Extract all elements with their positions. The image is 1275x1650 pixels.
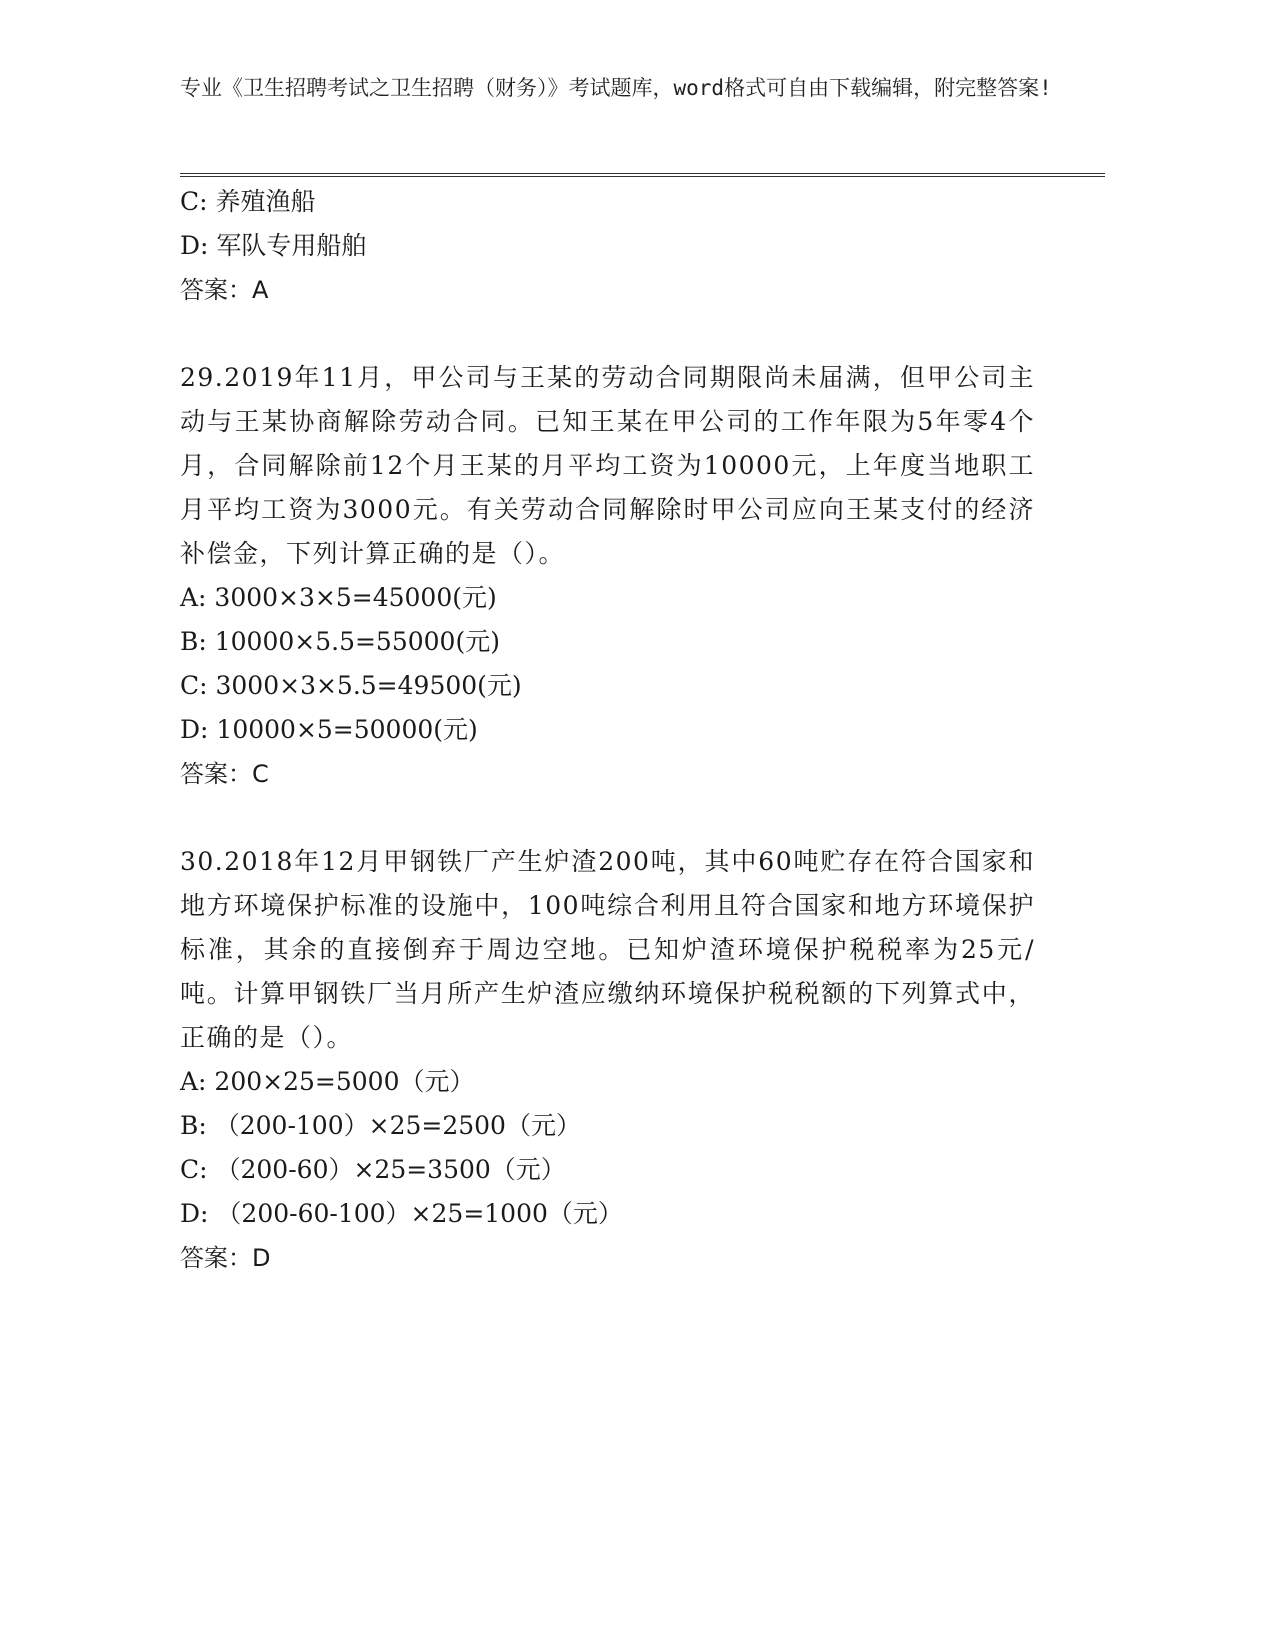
header-divider bbox=[180, 173, 1105, 177]
option-b: B: （200-100）×25=2500（元） bbox=[180, 1111, 581, 1140]
option-d: D: （200-60-100）×25=1000（元） bbox=[180, 1199, 623, 1228]
page-header: 专业《卫生招聘考试之卫生招聘（财务）》考试题库，word格式可自由下载编辑，附完整答案! bbox=[180, 76, 1052, 100]
question-stem: 29.2019年11月，甲公司与王某的劳动合同期限尚未届满，但甲公司主动与王某协商解除劳动合同。已知王某在甲公司的工作年限为5年零4个月，合同解除前12个月王某的月平均工资为10000元，上年度当地职工月平均工资为3000元。有关劳动合同解除时甲公司应向王某支付的经济补偿金，下列计算正确的是（）。 bbox=[180, 363, 1035, 568]
option-d: D: 10000×5=50000(元) bbox=[180, 715, 478, 744]
answer-line: 答案：A bbox=[180, 276, 269, 304]
option-c: C: （200-60）×25=3500（元） bbox=[180, 1155, 566, 1184]
question-content bbox=[180, 180, 1050, 1280]
question-stem: 30.2018年12月甲钢铁厂产生炉渣200吨，其中60吨贮存在符合国家和地方环境保护标准的设施中，100吨综合利用且符合国家和地方环境保护标准，其余的直接倒弃于周边空地。已知炉渣环境保护税税率为25元/吨。计算甲钢铁厂当月所产生炉渣应缴纳环境保护税税额的下列算式中，正确的是（）。 bbox=[180, 847, 1035, 1052]
option-a: A: 200×25=5000（元） bbox=[180, 1067, 475, 1096]
option-c: C: 3000×3×5.5=49500(元) bbox=[180, 671, 522, 700]
question-29 bbox=[180, 356, 1050, 796]
previous-question-tail bbox=[180, 180, 1050, 312]
option-a: A: 3000×3×5=45000(元) bbox=[180, 583, 497, 612]
option-c: C: 养殖渔船 bbox=[180, 187, 316, 216]
question-30 bbox=[180, 840, 1050, 1280]
answer-line: 答案：D bbox=[180, 1244, 271, 1272]
answer-line: 答案：C bbox=[180, 760, 269, 788]
option-d: D: 军队专用船舶 bbox=[180, 231, 367, 260]
option-b: B: 10000×5.5=55000(元) bbox=[180, 627, 500, 656]
